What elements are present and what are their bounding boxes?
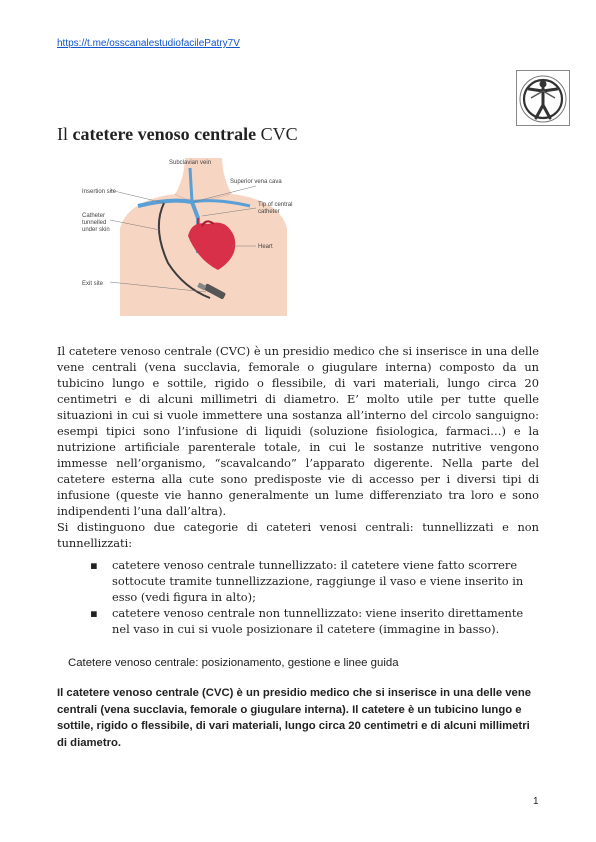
label-exit-site: Exit site <box>82 281 104 287</box>
label-subclavian-vein: Subclavian vein <box>169 160 212 166</box>
bold-summary-paragraph: Il catetere venoso centrale (CVC) è un presidio medico che si inserisce in una delle vene centrali (vena succlavia, femorale o giugulare interna). Il catetere è un tubicino lungo e sottile, rigido o flessibile, di vari materiali, lungo circa 20 centimetri e di alcuni millimetri di diametro. <box>57 687 532 749</box>
page-number: 1 <box>533 796 539 807</box>
label-superior-vena-cava: Superior vena cava <box>230 179 282 185</box>
telegram-link[interactable]: https://t.me/osscanalestudiofacilePatry7V <box>57 38 240 49</box>
vitruvian-logo-icon <box>517 71 569 125</box>
categories-paragraph: Si distinguono due categorie di cateteri venosi centrali: tunnellizzati e non tunnellizzati: <box>57 520 539 550</box>
bullet-icon: ▪ <box>90 558 98 572</box>
logo-image <box>516 70 570 126</box>
label-heart: Heart <box>258 244 273 250</box>
cvc-anatomy-figure <box>80 158 310 316</box>
page-title: Il catetere venoso centrale CVC <box>57 124 298 144</box>
label-tip-of-catheter-2: catheter <box>258 209 280 215</box>
label-tunnelled: tunnelled <box>82 220 107 226</box>
catheter-types-list <box>90 557 540 637</box>
list-item: ▪ catetere venoso centrale non tunnellizzato: viene inserito direttamente nel vaso in cui si vuole posizionare il catetere (immagine in basso). <box>90 606 524 636</box>
main-body-text <box>57 343 539 551</box>
intro-paragraph: Il catetere venoso centrale (CVC) è un presidio medico che si inserisce in una delle vene centrali (vena succlavia, femorale o giugulare interna) composto da un tubicino lungo e sottile, rigido o flessibile, di vari materiali, lungo circa 20 centimetri e di alcuni millimetri di diametro. E’ molto utile per tutte quelle situazioni in cui si vuole immettere una sostanza all’interno del circolo sanguigno: esempi tipici sono l’infusione di liquidi (soluzione fisiologica, farmaci…) e la nutrizione artificiale parenterale totale, in cui le sostanze nutritive vengono immesse nell’organismo, “scavalcando” l’apparato digerente. Nella parte del catetere esterna alla cute sono predisposte vie di accesso per i diversi tipi di infusione (queste vie hanno generalmente un lume differenziato tra loro e sono indipendenti l’una dall’altra). <box>57 344 539 518</box>
label-under-skin: under skin <box>82 227 110 233</box>
label-catheter: Catheter <box>82 213 106 219</box>
label-tip-of-catheter-1: Tip of central <box>258 202 293 208</box>
bullet-icon: ▪ <box>90 606 98 620</box>
section-subheading: Catetere venoso centrale: posizionamento, gestione e linee guida <box>68 657 399 669</box>
list-item: ▪ catetere venoso centrale tunnellizzato: il catetere viene fatto scorrere sottocute tramite tunnellizzazione, raggiunge il vaso e viene inserito in esso (vedi figura in alto); <box>90 558 524 604</box>
label-insertion-site: Insertion site <box>82 189 117 195</box>
